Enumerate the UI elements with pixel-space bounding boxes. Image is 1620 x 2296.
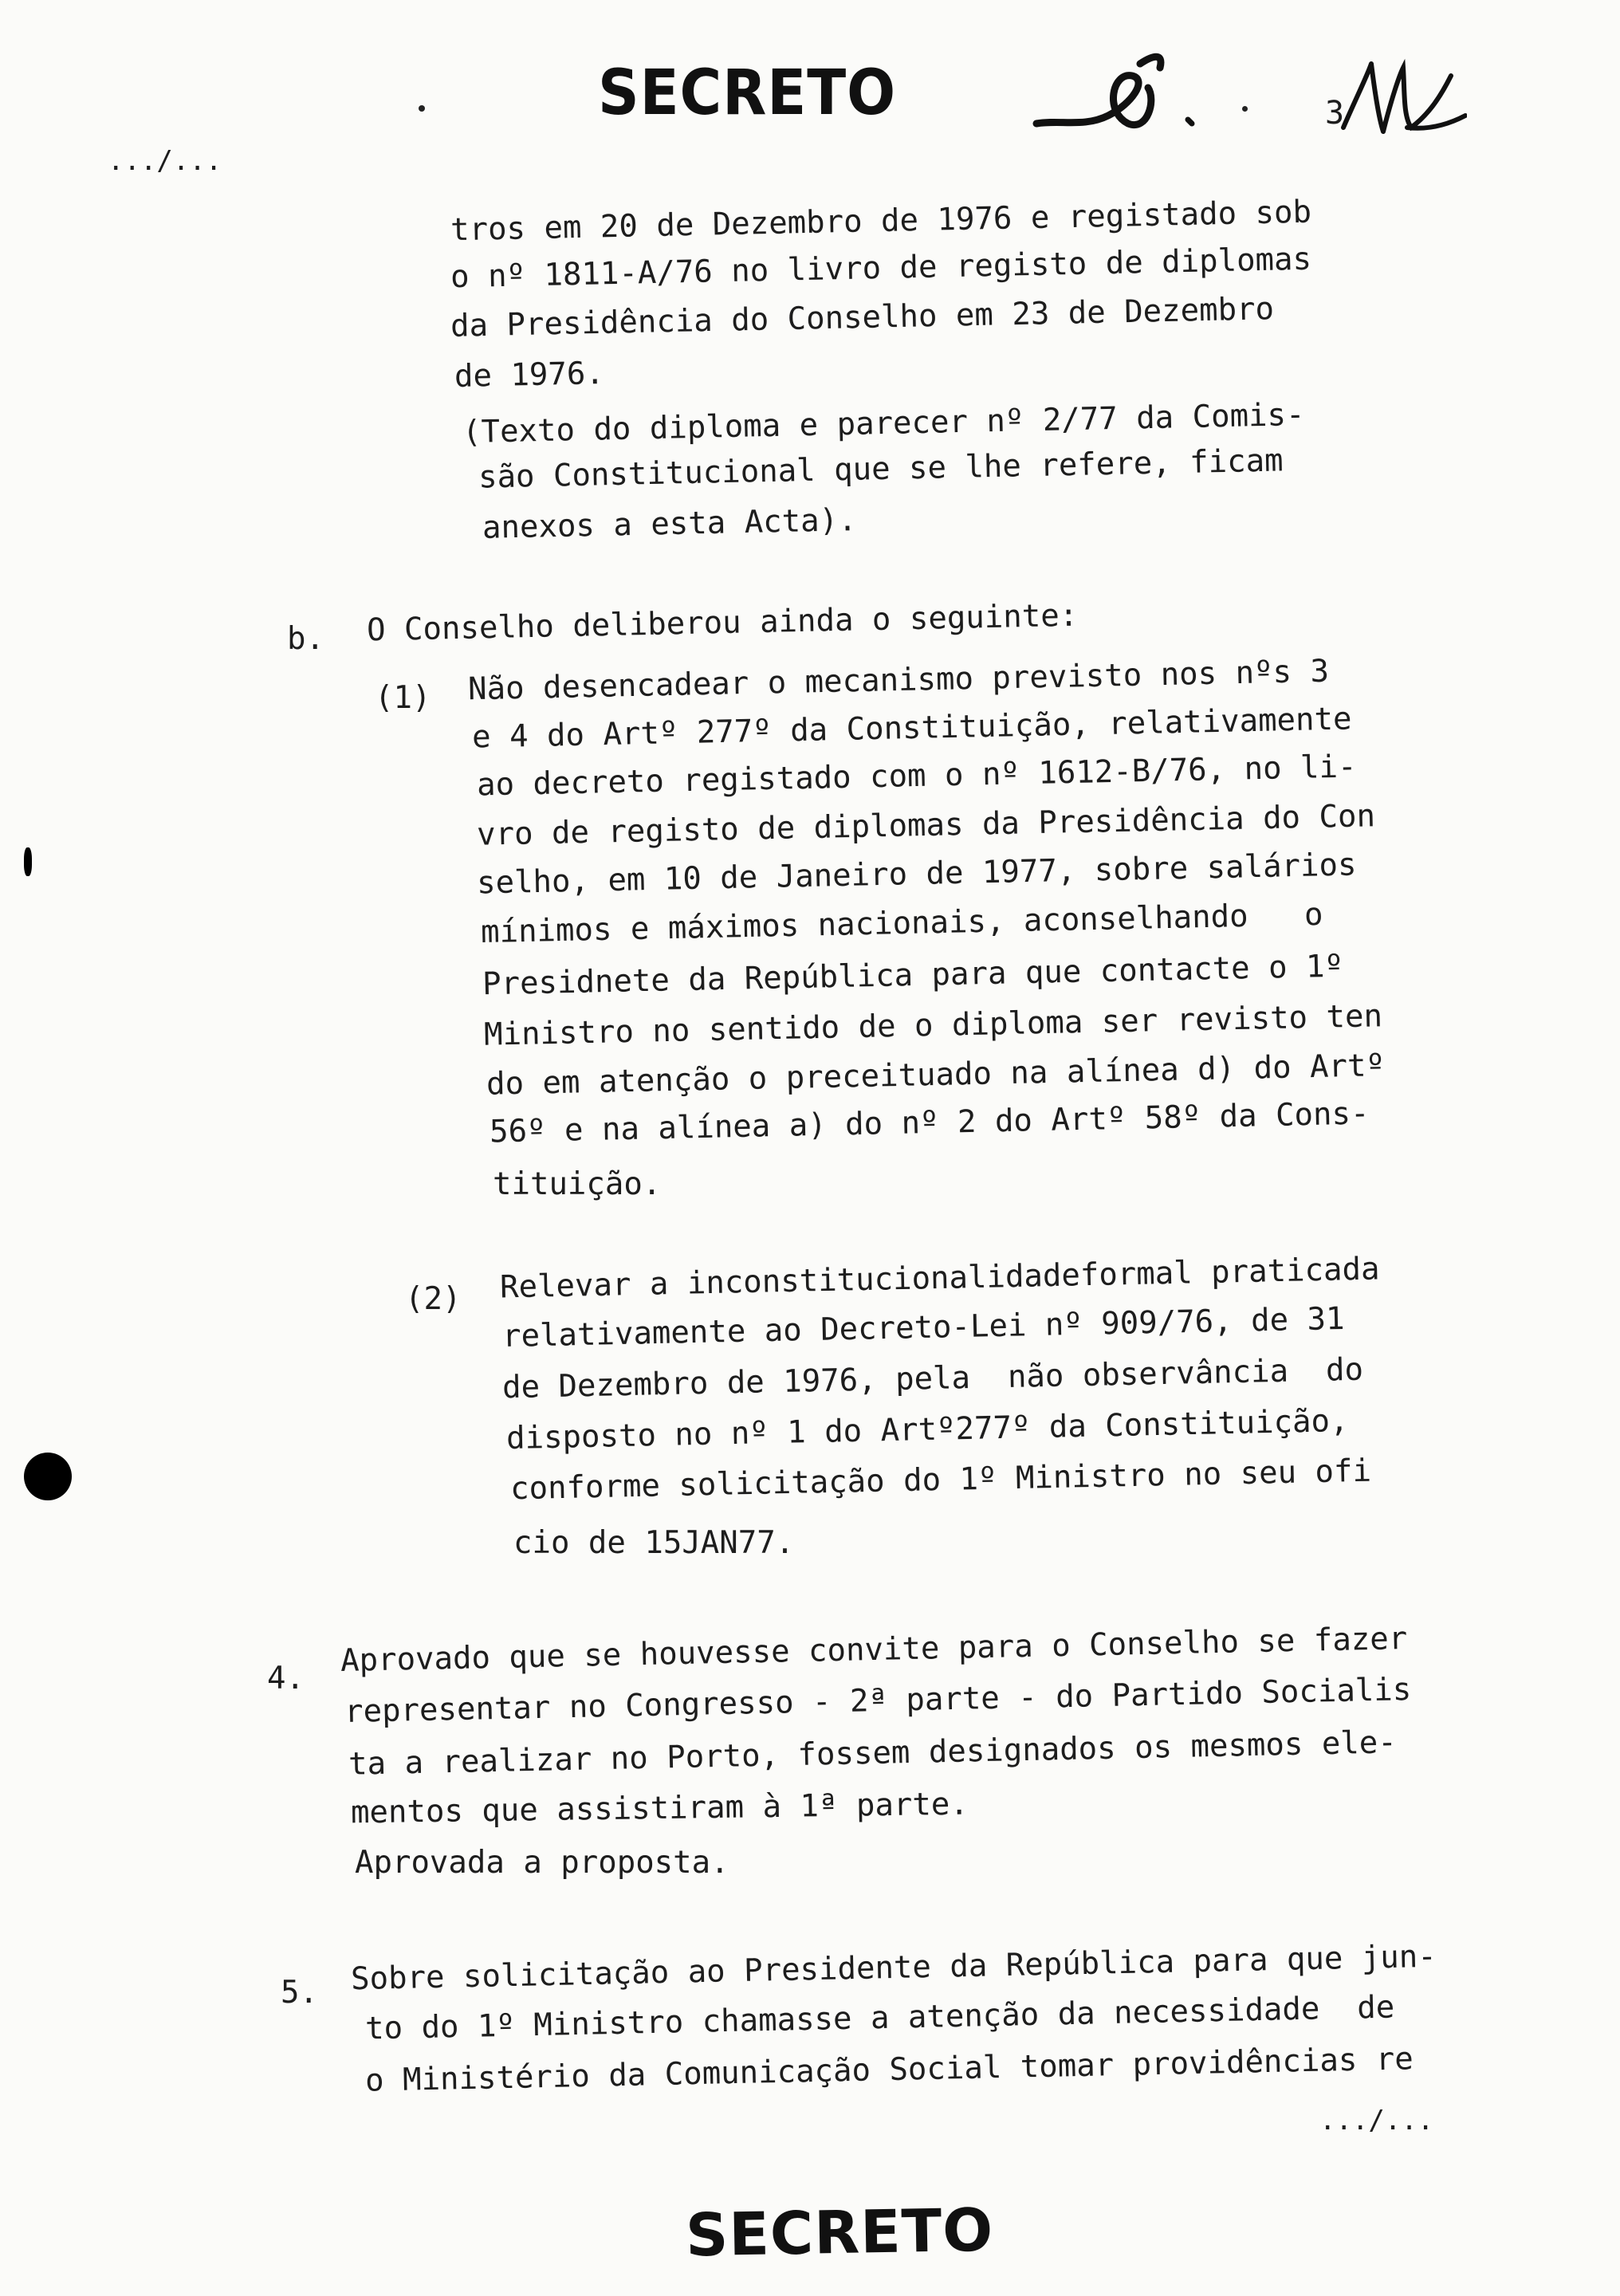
body-line: tros em 20 de Dezembro de 1976 e registado sob — [450, 194, 1312, 249]
body-line: anexos a esta Acta). — [482, 502, 858, 546]
body-line: representar no Congresso - 2ª parte - do Partido Socialis — [344, 1671, 1412, 1731]
body-line: ao decreto registado com o nº 1612-B/76, no li- — [476, 749, 1357, 804]
body-line: conforme solicitação do 1º Ministro no seu ofi — [509, 1453, 1372, 1508]
prev-page-continuation: .../... — [108, 145, 222, 177]
punch-hole-mark-small — [24, 847, 32, 876]
next-page-continuation: .../... — [1319, 2105, 1434, 2137]
item-label-5: 5. — [281, 1975, 318, 2011]
body-line: Presidnete da República para que contacte o 1º — [482, 948, 1344, 1003]
body-line: e 4 do Artº 277º da Constituição, relativamente — [471, 701, 1352, 756]
scan-speck — [419, 105, 425, 112]
punch-hole-mark — [24, 1453, 72, 1500]
item-label-b: b. — [287, 621, 324, 657]
body-line: vro de registo de diplomas da Presidência do Con — [476, 798, 1376, 853]
handwritten-initials — [1028, 48, 1252, 151]
body-line: mínimos e máximos nacionais, aconselhando o — [480, 896, 1323, 951]
item-label-4: 4. — [267, 1661, 305, 1696]
handwritten-signature — [1339, 52, 1467, 147]
body-line: disposto no nº 1 do Artº277º da Constituição, — [505, 1402, 1349, 1457]
body-line: Ministro no sentido de o diploma ser revisto ten — [483, 998, 1383, 1053]
body-line: selho, em 10 de Janeiro de 1977, sobre salários — [476, 847, 1357, 902]
body-line: o Ministério da Comunicação Social tomar providências re — [364, 2041, 1414, 2099]
body-line: to do 1º Ministro chamasse a atenção da necessidade de — [364, 1989, 1395, 2047]
page-number: 3 — [1325, 95, 1345, 132]
body-line: da Presidência do Conselho em 23 de Dezembro — [450, 291, 1275, 344]
body-line: 56º e na alínea a) do nº 2 do Artº 58º da Cons- — [489, 1095, 1370, 1150]
body-line: relativamente ao Decreto-Lei nº 909/76, de 31 — [501, 1300, 1345, 1355]
body-line: são Constitucional que se lhe refere, ficam — [478, 442, 1284, 496]
body-line: (Texto do diploma e parecer nº 2/77 da Comis- — [462, 396, 1305, 451]
body-line: Aprovada a proposta. — [355, 1845, 729, 1881]
body-line: de 1976. — [454, 356, 605, 395]
body-line: de Dezembro de 1976, pela não observância do — [501, 1351, 1364, 1406]
secret-stamp-top: SECRETO — [598, 57, 897, 129]
body-line: mentos que assistiram à 1ª parte. — [350, 1786, 969, 1831]
body-line: Não desencadear o mecanismo previsto nos nºs 3 — [467, 653, 1330, 708]
body-line: cio de 15JAN77. — [513, 1525, 795, 1561]
subitem-label-1: (1) — [375, 680, 431, 716]
body-line: ta a realizar no Porto, fossem designados os mesmos ele- — [348, 1724, 1398, 1783]
body-line: Relevar a inconstitucionalidadeformal praticada — [499, 1251, 1380, 1306]
subitem-label-2: (2) — [405, 1281, 462, 1317]
body-line: Aprovado que se houvesse convite para o Conselho se fazer — [340, 1620, 1408, 1680]
body-line: O Conselho deliberou ainda o seguinte: — [366, 597, 1079, 649]
body-line: do em atenção o preceituado na alínea d) do Artº — [486, 1048, 1386, 1103]
body-line: Sobre solicitação ao Presidente da República para que jun- — [350, 1938, 1437, 1998]
secret-stamp-bottom: SECRETO — [685, 2196, 994, 2270]
scan-speck — [1242, 106, 1248, 112]
body-line: tituição. — [493, 1166, 662, 1202]
body-line: o nº 1811-A/76 no livro de registo de diplomas — [450, 241, 1312, 296]
